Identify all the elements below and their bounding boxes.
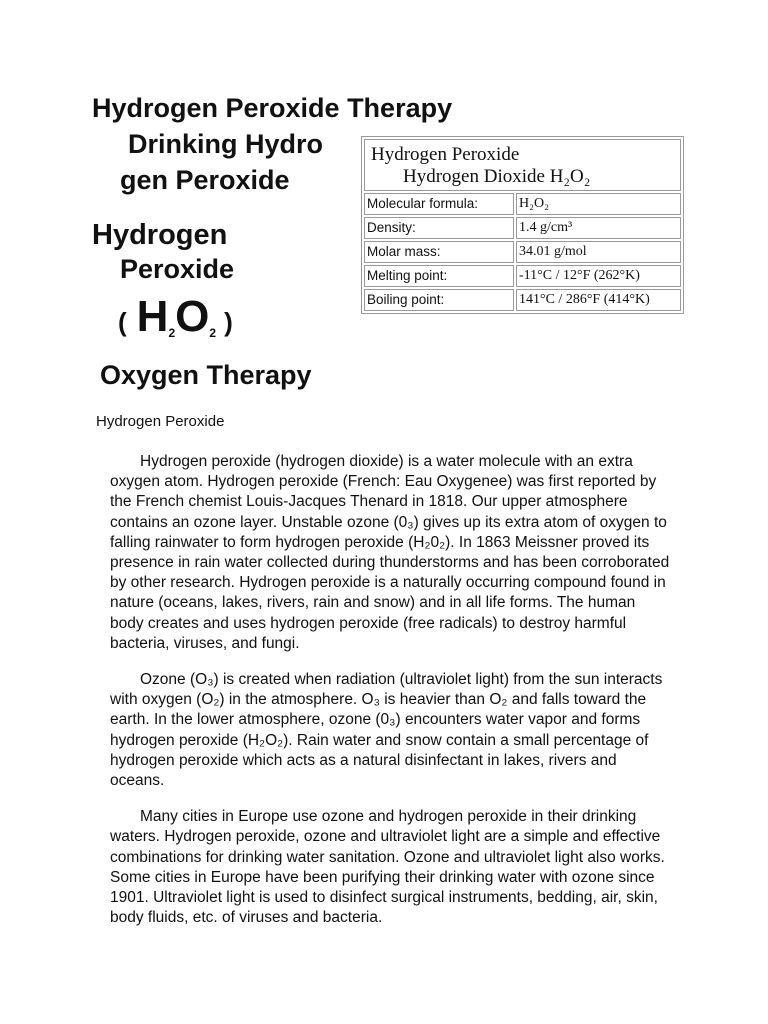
chemical-formula xyxy=(118,292,233,342)
table-value: 141°C / 286°F (414°K) xyxy=(516,289,681,311)
subtitle-line-1: Drinking Hydro xyxy=(128,129,324,159)
table-row xyxy=(364,265,681,287)
heading-hydrogen: Hydrogen xyxy=(92,219,228,251)
formula-close-paren: ) xyxy=(224,307,233,337)
page-title: Hydrogen Peroxide Therapy xyxy=(92,93,453,123)
info-table-title: Hydrogen Peroxide xyxy=(371,144,520,165)
table-key: Density: xyxy=(364,217,514,239)
paragraph: Ozone (O₃) is created when radiation (ultraviolet light) from the sun interacts with oxygen (O₂) in the atmosphere. O₃ is heavier than O₂ and falls toward the earth. In the lower atmosphere, ozone (0₃) encounters water vapor and forms hydrogen peroxide (H₂O₂). Rain water and snow contain a small percentage of hydrogen peroxide which acts as a natural disinfectant in lakes, rivers and oceans. xyxy=(110,671,663,790)
heading-peroxide: Peroxide xyxy=(120,254,235,284)
formula-o: O xyxy=(175,292,210,341)
paragraph: Many cities in Europe use ozone and hydrogen peroxide in their drinking waters. Hydrogen peroxide, ozone and ultraviolet light are a simple and effective combinations for drinking water sanitation. Ozone and ultraviolet light also works. Some cities in Europe have been purifying their drinking water with ozone since 1901. Ultraviolet light is used to disinfect surgical instruments, bedding, air, skin, body fluids, etc. of viruses and bacteria. xyxy=(110,808,665,927)
info-table-header xyxy=(364,139,681,191)
section-label: Hydrogen Peroxide xyxy=(96,413,225,430)
formula-o-subscript: 2 xyxy=(209,326,217,340)
table-row xyxy=(364,289,681,311)
table-key: Melting point: xyxy=(364,265,514,287)
table-value: -11°C / 12°F (262°K) xyxy=(516,265,681,287)
body-text xyxy=(110,452,670,944)
info-table-subtitle: Hydrogen Dioxide H₂O₂ xyxy=(403,166,591,187)
info-table xyxy=(361,136,684,314)
formula-h-subscript: 2 xyxy=(168,326,176,340)
table-key: Molecular formula: xyxy=(364,193,514,215)
paragraph: Hydrogen peroxide (hydrogen dioxide) is a water molecule with an extra oxygen atom. Hydrogen peroxide (French: Eau Oxygenee) was first reported by the French chemist Louis-Jacques Thenard in 1818. Our upper atmosphere contains an ozone layer. Unstable ozone (0₃) gives up its extra atom of oxygen to falling rainwater to form hydrogen peroxide (H₂0₂). In 1863 Meissner proved its presence in rain water collected during thunderstorms and has been corroborated by other research. Hydrogen peroxide is a naturally occurring compound found in nature (oceans, lakes, rivers, rain and snow) and in all life forms. The human body creates and uses hydrogen peroxide (free radicals) to destroy harmful bacteria, viruses, and fungi. xyxy=(110,453,670,652)
table-value: 34.01 g/mol xyxy=(516,241,681,263)
oxygen-therapy-heading: Oxygen Therapy xyxy=(100,360,312,390)
formula-open-paren: ( xyxy=(118,307,127,337)
table-row xyxy=(364,193,681,215)
subtitle-line-2: gen Peroxide xyxy=(120,165,290,195)
table-row xyxy=(364,217,681,239)
table-key: Boiling point: xyxy=(364,289,514,311)
formula-h: H xyxy=(136,292,169,341)
table-key: Molar mass: xyxy=(364,241,514,263)
table-row xyxy=(364,241,681,263)
table-value: H₂O₂ xyxy=(516,193,681,215)
table-value: 1.4 g/cm³ xyxy=(516,217,681,239)
